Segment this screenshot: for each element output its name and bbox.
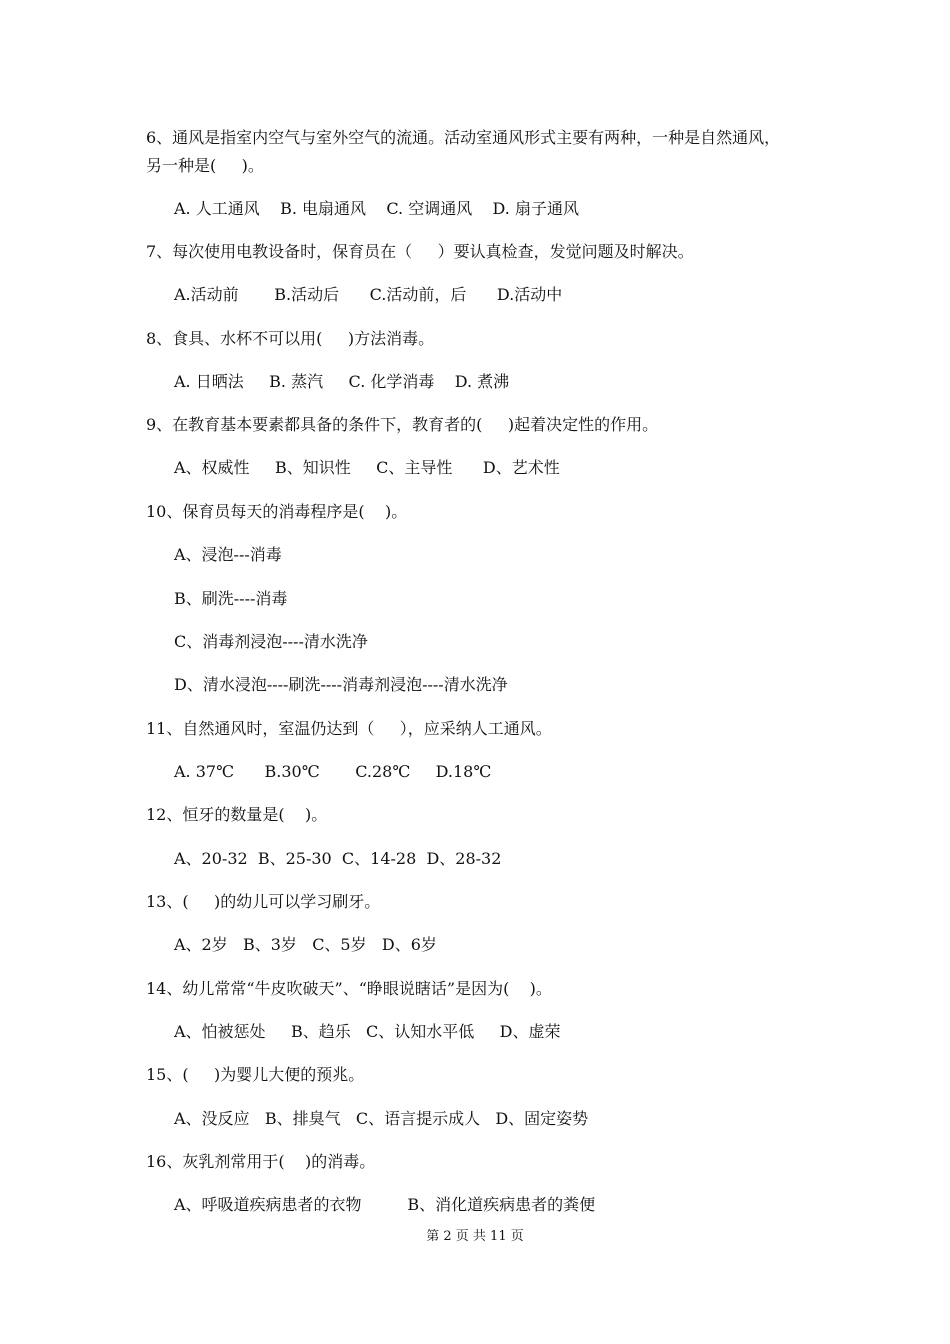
question-6-stem-line-1: 6、通风是指室内空气与室外空气的流通。活动室通风形式主要有两种，一种是自然通风， (146, 128, 781, 147)
question-12-stem: 12、恒牙的数量是( )。 (146, 805, 328, 824)
question-16-stem: 16、灰乳剂常用于( )的消毒。 (146, 1152, 376, 1171)
question-12-options: A、20-32 B、25-30 C、14-28 D、28-32 (174, 849, 502, 868)
question-15-stem: 15、( )为婴儿大便的预兆。 (146, 1065, 365, 1084)
question-13-options: A、2岁 B、3岁 C、5岁 D、6岁 (174, 935, 437, 954)
question-15-options: A、没反应 B、排臭气 C、语言提示成人 D、固定姿势 (174, 1109, 589, 1128)
question-10-stem: 10、保育员每天的消毒程序是( )。 (146, 502, 408, 521)
question-11-stem: 11、自然通风时，室温仍达到（ ），应采纳人工通风。 (146, 719, 552, 738)
question-10-option-c: C、消毒剂浸泡----清水洗净 (174, 632, 368, 651)
question-6-stem-line-2: 另一种是( )。 (146, 156, 264, 175)
question-7-options: A.活动前 B.活动后 C.活动前，后 D.活动中 (174, 285, 563, 304)
question-10-option-a: A、浸泡---消毒 (174, 545, 282, 564)
question-13-stem: 13、( )的幼儿可以学习刷牙。 (146, 892, 381, 911)
question-10-option-b: B、刷洗----消毒 (174, 589, 288, 608)
question-16-options: A、呼吸道疾病患者的衣物 B、消化道疾病患者的粪便 (174, 1195, 596, 1214)
question-9-stem: 9、在教育基本要素都具备的条件下，教育者的( )起着决定性的作用。 (146, 415, 659, 434)
question-8-stem: 8、食具、水杯不可以用( )方法消毒。 (146, 329, 435, 348)
question-14-options: A、怕被惩处 B、趋乐 C、认知水平低 D、虚荣 (174, 1022, 561, 1041)
question-6-options: A. 人工通风 B. 电扇通风 C. 空调通风 D. 扇子通风 (174, 199, 579, 218)
question-9-options: A、权威性 B、知识性 C、主导性 D、艺术性 (174, 458, 560, 477)
question-7-stem: 7、每次使用电教设备时，保育员在（ ）要认真检查，发觉问题及时解决。 (146, 242, 694, 261)
question-10-option-d: D、清水浸泡----刷洗----消毒剂浸泡----清水洗净 (174, 675, 508, 694)
page-number-footer: 第 2 页 共 11 页 (426, 1229, 524, 1244)
question-11-options: A. 37℃ B.30℃ C.28℃ D.18℃ (174, 762, 492, 781)
question-8-options: A. 日晒法 B. 蒸汽 C. 化学消毒 D. 煮沸 (174, 372, 510, 391)
question-14-stem: 14、幼儿常常“牛皮吹破天”、“睁眼说瞎话”是因为( )。 (146, 979, 552, 998)
